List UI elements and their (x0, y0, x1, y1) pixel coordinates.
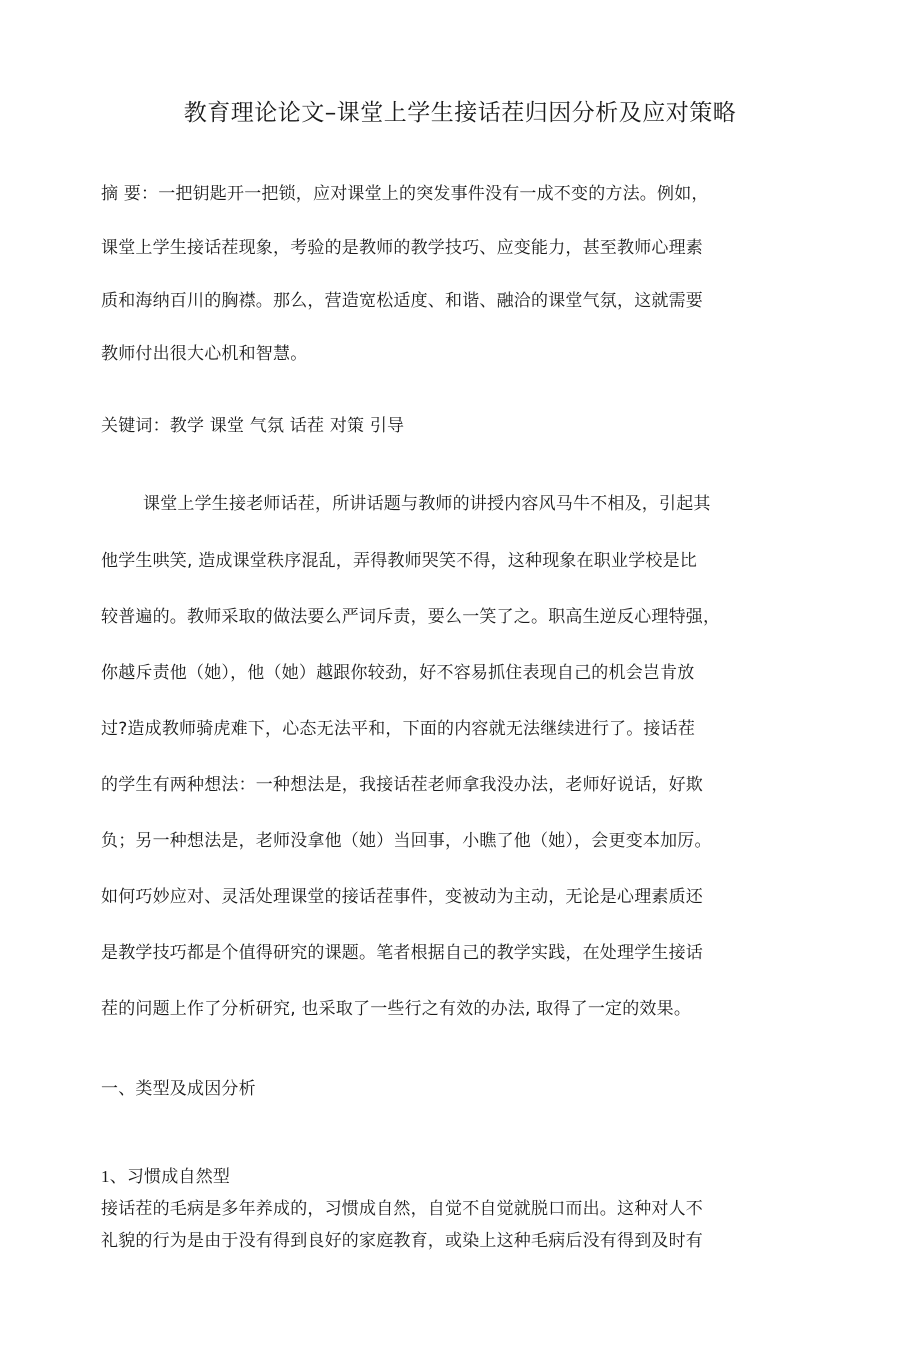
body-line: 是教学技巧都是个值得研究的课题。笔者根据自己的教学实践，在处理学生接话 (101, 943, 703, 963)
body-line: 你越斥责他（她），他（她）越跟你较劲，好不容易抓住表现自己的机会岂肯放 (101, 663, 695, 683)
body-line: 的学生有两种想法：一种想法是，我接话茬老师拿我没办法，老师好说话，好欺 (101, 775, 703, 795)
abstract-line: 摘 要：一把钥匙开一把锁，应对课堂上的突发事件没有一成不变的方法。例如， (101, 184, 709, 204)
body-line: 负；另一种想法是，老师没拿他（她）当回事，小瞧了他（她），会更变本加厉。 (101, 831, 712, 851)
keywords-line: 关键词：教学 课堂 气氛 话茬 对策 引导 (101, 416, 405, 436)
section-heading: 一、类型及成因分析 (101, 1079, 256, 1099)
abstract-line: 教师付出很大心机和智慧。 (101, 344, 308, 364)
body-line: 礼貌的行为是由于没有得到良好的家庭教育，或染上这种毛病后没有得到及时有 (101, 1231, 703, 1251)
body-line: 过?造成教师骑虎难下，心态无法平和，下面的内容就无法继续进行了。接话茬 (101, 719, 696, 739)
abstract-line: 课堂上学生接话茬现象，考验的是教师的教学技巧、应变能力，甚至教师心理素 (101, 238, 703, 258)
body-line: 较普遍的。教师采取的做法要么严词斥责，要么一笑了之。职高生逆反心理特强， (101, 607, 721, 627)
subsection-number: 1 (101, 1167, 110, 1186)
body-line: 他学生哄笑, 造成课堂秩序混乱，弄得教师哭笑不得，这种现象在职业学校是比 (101, 551, 698, 571)
body-line: 接话茬的毛病是多年养成的，习惯成自然，自觉不自觉就脱口而出。这种对人不 (101, 1199, 703, 1219)
abstract-line: 质和海纳百川的胸襟。那么，营造宽松适度、和谐、融洽的课堂气氛，这就需要 (101, 291, 703, 311)
subsection-heading (101, 1166, 230, 1188)
body-line: 茬的问题上作了分析研究, 也采取了一些行之有效的办法, 取得了一定的效果。 (101, 999, 692, 1019)
subsection-title: 、习惯成自然型 (109, 1167, 231, 1187)
document-title: 教育理论论文–课堂上学生接话茬归因分析及应对策略 (183, 100, 737, 126)
body-line: 课堂上学生接老师话茬，所讲话题与教师的讲授内容风马牛不相及，引起其 (143, 494, 711, 514)
body-line: 如何巧妙应对、灵活处理课堂的接话茬事件，变被动为主动，无论是心理素质还 (101, 887, 703, 907)
